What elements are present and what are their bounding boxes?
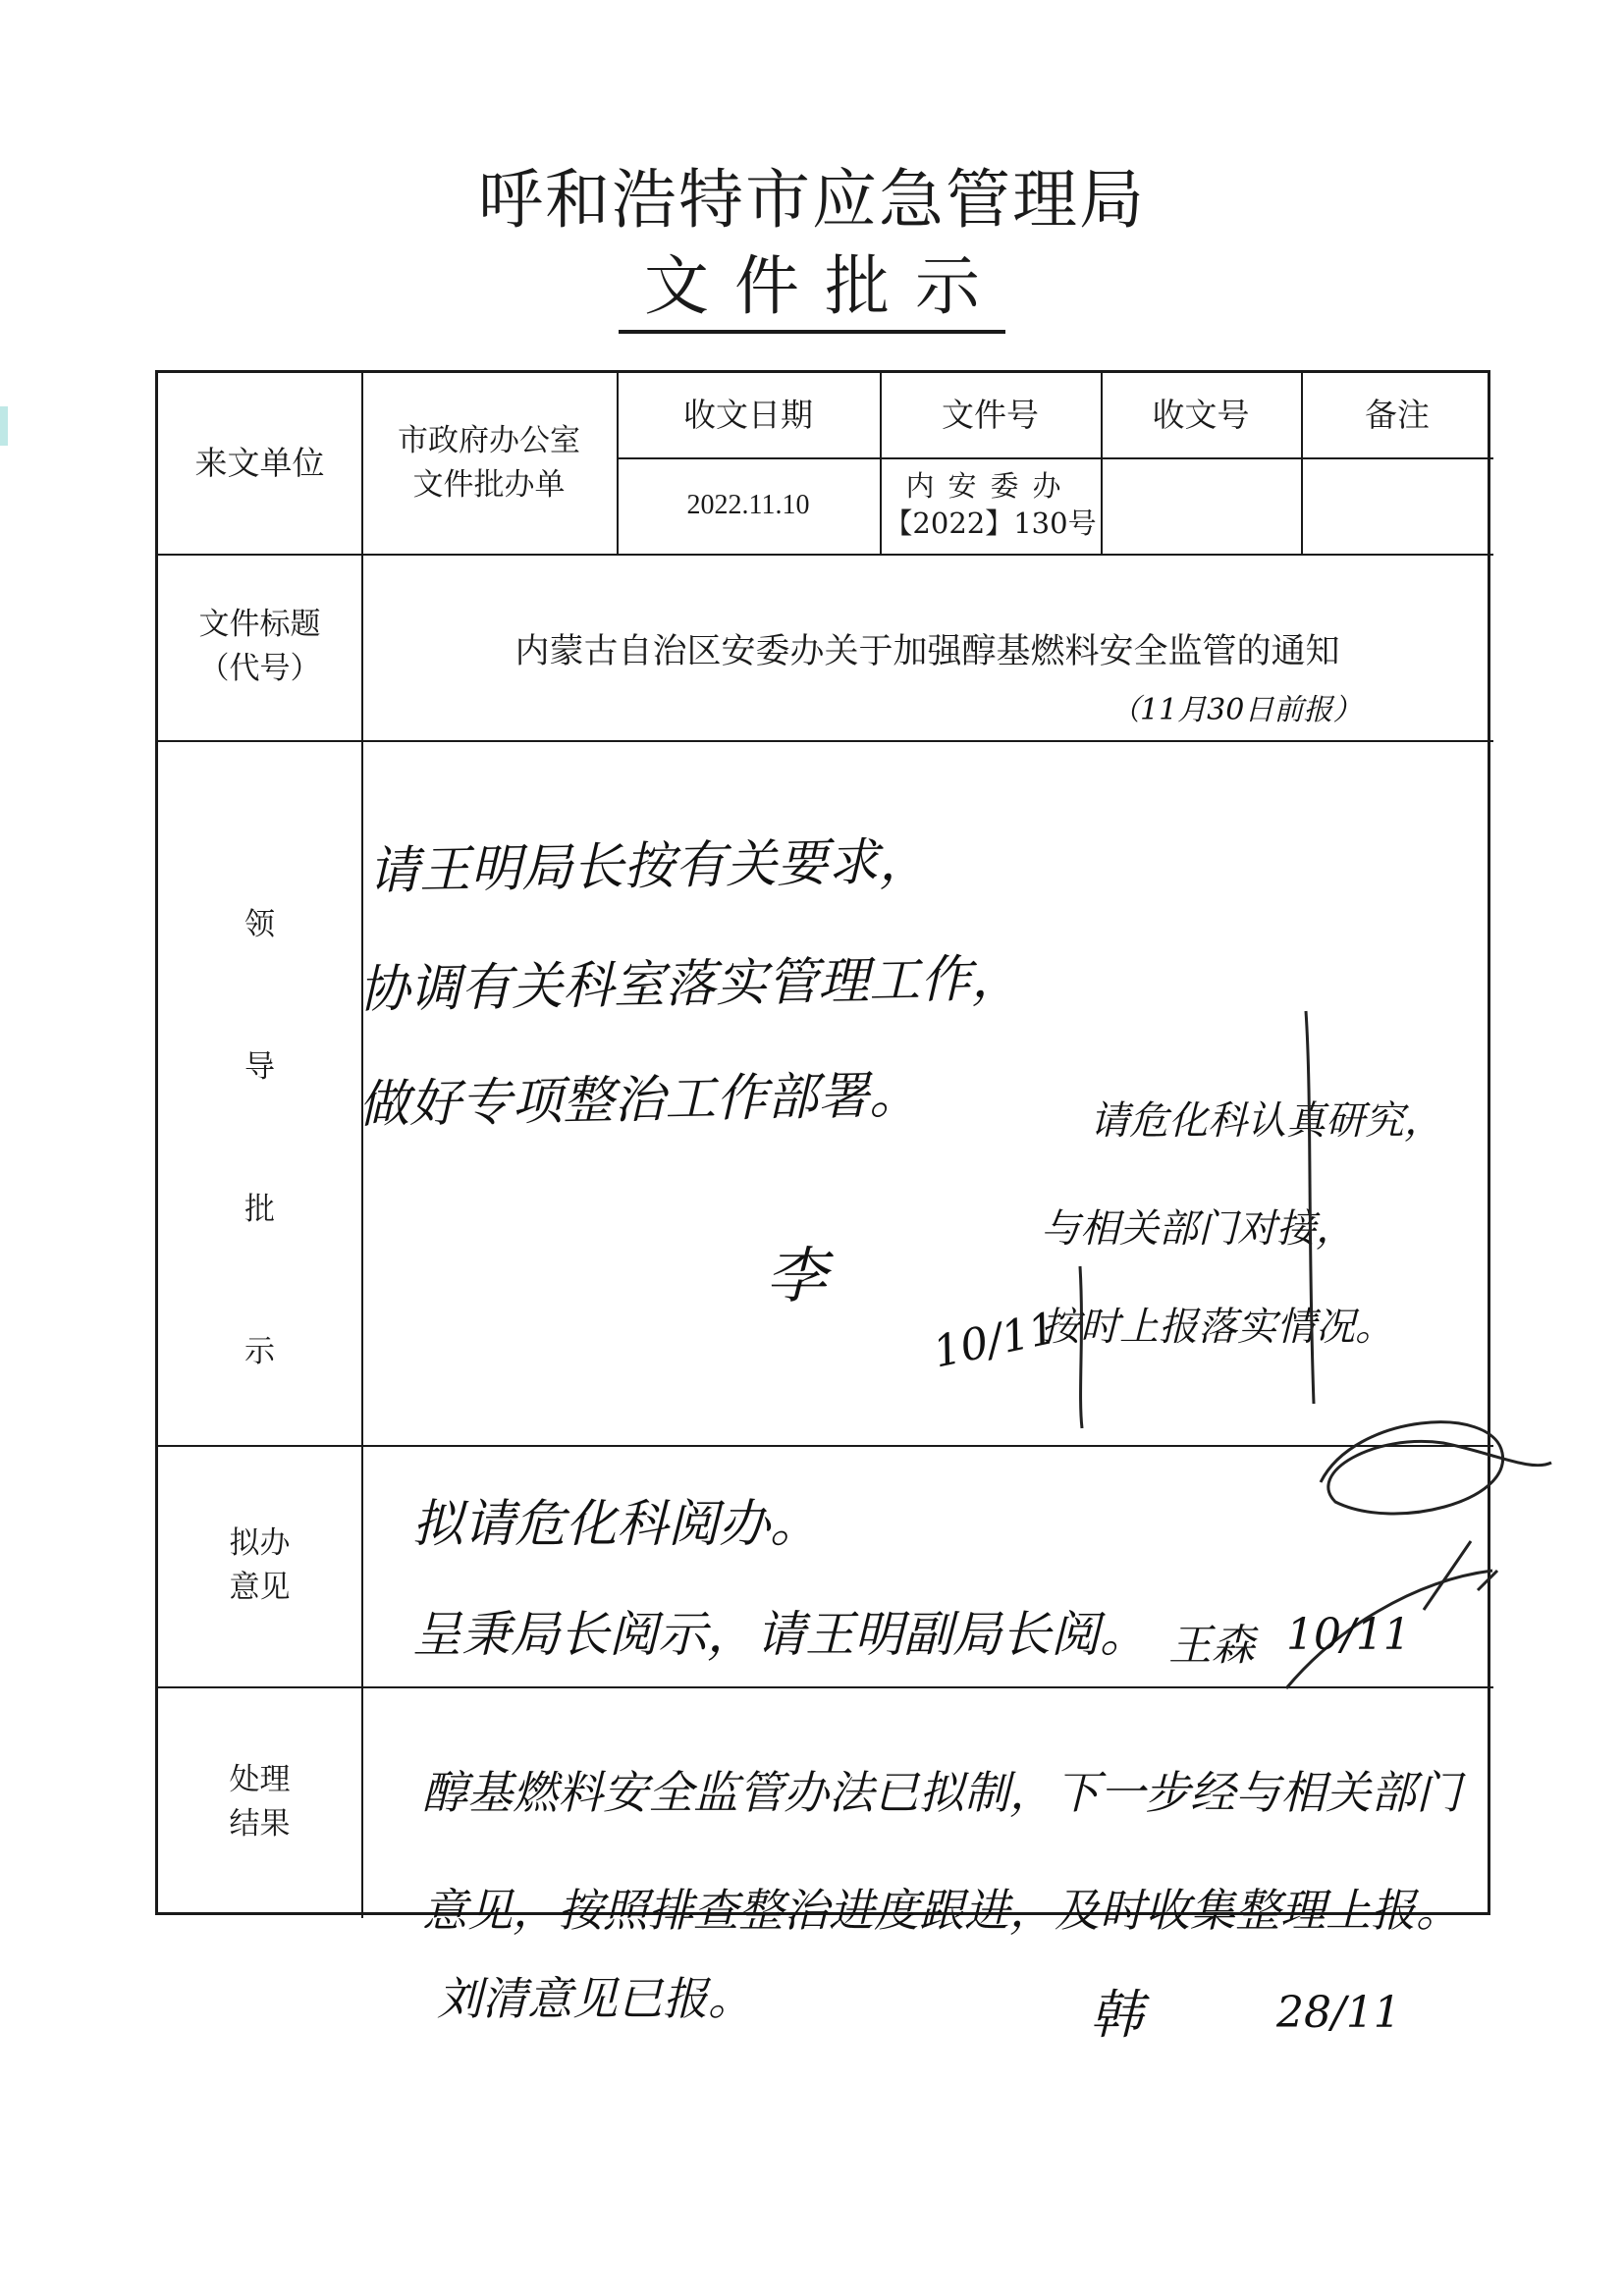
result-sign: 韩 [1090,1984,1143,2046]
source-unit-value-line1: 市政府办公室 [398,423,580,459]
leader-comment2-line-1: 请危化科认真研究， [1090,1098,1443,1144]
result-line-1: 醇基燃料安全监管办法已拟制，下一步经与相关部门 [422,1766,1461,1819]
leader-label-char-2: 导 [244,1049,275,1086]
form-title-text: 文件批示 [619,248,1005,334]
leader-comment-line-3: 做好专项整治工作部署。 [357,1066,921,1135]
title-label-line1: 文件标题 [198,607,321,643]
row-line-2 [158,740,1493,742]
scan-edge-mark [0,406,8,446]
proposal-date: 10/11 [1286,1610,1411,1660]
proposal-label-line1: 拟办 [229,1525,291,1562]
received-date-value: 2022.11.10 [686,489,810,520]
leader-label-char-4: 示 [244,1334,275,1370]
leader-label [158,903,361,1374]
proposal-line-1: 拟请危化科阅办。 [412,1495,822,1554]
leader-comment-line-1: 请王明局长按有关要求， [367,832,931,901]
proposal-line-2: 呈秉局长阅示，请王明副局长阅。 [412,1606,1149,1663]
result-line-3: 刘清意见已报。 [437,1972,753,2025]
file-no-value [880,457,1101,554]
result-line-2: 意见，按照排查整治进度跟进，及时收集整理上报。 [422,1884,1461,1937]
title-label-line2: （代号） [198,651,321,686]
leader-label-char-1: 领 [244,907,275,942]
file-no-line2: 【2022】130号 [884,507,1097,540]
source-unit-value [361,373,617,554]
leader-comment-line-2: 协调有关科室落实管理工作， [357,949,1023,1020]
result-label [158,1686,361,1918]
remarks-label: 备注 [1365,396,1430,435]
leader-sign-1: 李 [766,1240,828,1311]
form-title [0,234,1624,327]
leader-comment2-line-2: 与相关部门对接， [1041,1206,1355,1252]
result-label-line1: 处理 [229,1762,291,1798]
proposal-label-line2: 意见 [229,1570,291,1605]
proposal-sign: 王森 [1168,1621,1255,1671]
title-label [158,554,361,740]
result-date: 28/11 [1276,1988,1401,2038]
receipt-no-label: 收文号 [1152,396,1250,435]
received-date-label: 收文日期 [683,396,813,435]
file-no-label: 文件号 [942,396,1039,435]
result-label-line2: 结果 [229,1806,291,1842]
receipt-no-value [1101,457,1301,554]
proposal-label [158,1445,361,1686]
leader-label-char-3: 批 [244,1192,275,1228]
leader-date-1: 10/11 [929,1303,1061,1378]
document-title-value: 内蒙古自治区安委办关于加强醇基燃料安全监管的通知 [514,632,1340,672]
title-deadline-note: （11月30日前报） [1110,693,1363,727]
leader-comment2-line-3: 按时上报落实情况。 [1041,1305,1394,1350]
source-unit-value-line2: 文件批办单 [412,467,566,503]
agency-title: 呼和浩特市应急管理局 [478,162,1146,238]
file-no-line1: 内安委办 [905,469,1075,504]
source-unit-label: 来文单位 [194,444,325,483]
remarks-value [1301,457,1493,554]
